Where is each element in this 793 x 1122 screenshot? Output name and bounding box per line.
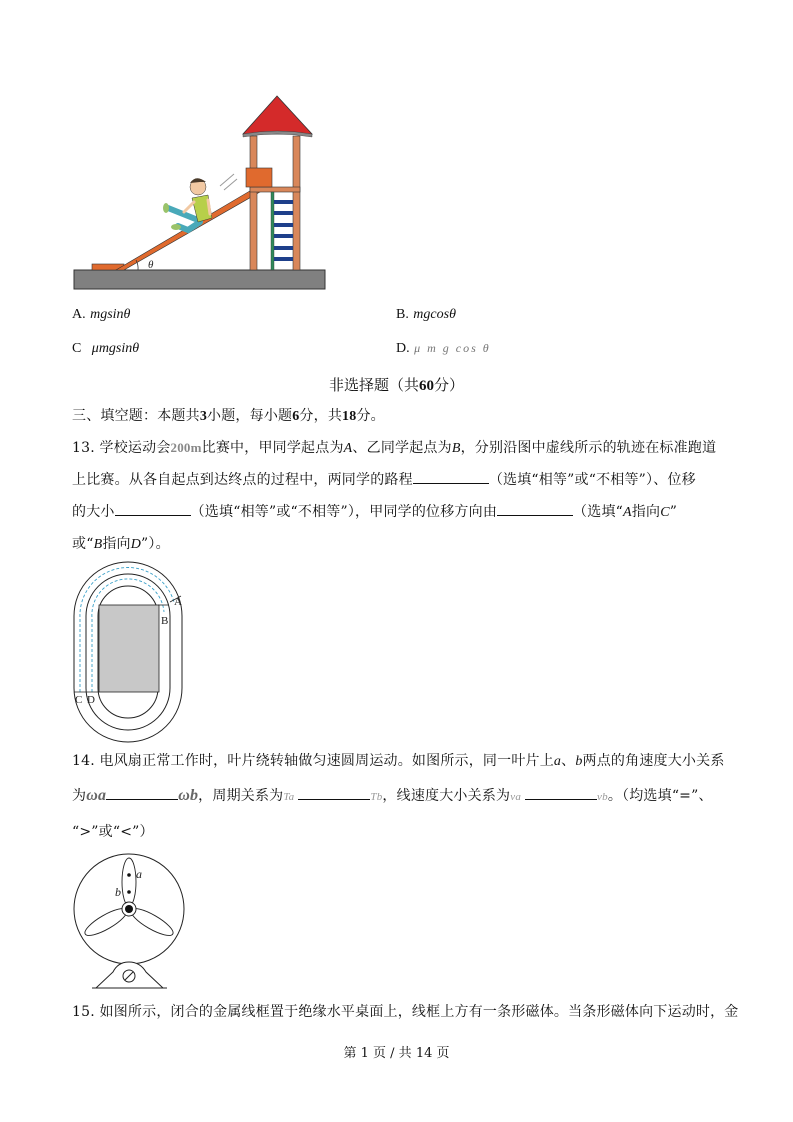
option-formula: μmgsinθ [91, 341, 140, 356]
option-a [72, 304, 130, 325]
text: 指向 [102, 536, 131, 552]
option-b [396, 304, 456, 325]
text: “>”或“<”） [72, 824, 154, 840]
text: 三、填空题：本题共 [72, 408, 200, 424]
running-track-illustration [70, 560, 190, 745]
q13-line-3 [72, 502, 677, 523]
label-d: D [87, 694, 95, 706]
text: ” [669, 504, 678, 520]
math-200m: 200m [170, 440, 202, 455]
point-c: C [660, 505, 670, 520]
slide-figure [60, 90, 340, 300]
text: 比赛中，甲同学起点为 [201, 440, 344, 456]
text: 、乙同学起点为 [352, 440, 452, 456]
text: ，周期关系为 [198, 788, 284, 804]
q13-line-1 [72, 438, 716, 459]
answer-blank[interactable] [106, 786, 178, 800]
text: ，线速度大小关系为 [382, 788, 511, 804]
point-b: B [451, 441, 461, 456]
section-three-heading [72, 406, 385, 427]
point-b: b [575, 754, 583, 769]
slide-illustration [60, 90, 340, 300]
text: 13. 学校运动会 [72, 440, 171, 456]
text: ”）。 [141, 536, 170, 552]
text: ，分别沿图中虚线所示的轨迹在标准跑道 [460, 440, 717, 456]
omega-b: ωb [178, 787, 199, 804]
option-label: B. [396, 307, 409, 322]
electric-fan-illustration [68, 852, 198, 994]
section-title-suffix: 分） [434, 376, 465, 394]
text: 15. 如图所示，闭合的金属线框置于绝缘水平桌面上，线框上方有一条形磁体。当条形磁体向下运动时，金 [72, 1004, 739, 1020]
q14-line-3 [72, 822, 154, 842]
number: 6 [292, 409, 300, 424]
option-formula: mgcosθ [413, 307, 456, 322]
section-title [0, 375, 793, 396]
period-a: Ta [283, 791, 295, 803]
option-c [72, 338, 139, 359]
text: 两点的角速度大小关系 [582, 753, 725, 769]
label-a: a [136, 867, 142, 881]
page-footer: 第 1 页 / 共 14 页 [343, 1046, 450, 1061]
q15-line-1 [72, 1002, 739, 1022]
section-title-points: 60 [419, 378, 434, 394]
q13-line-2 [72, 470, 696, 490]
fan-figure [68, 852, 198, 994]
boy-figure [163, 174, 237, 230]
track-figure [70, 560, 190, 745]
text: 小题，每小题 [207, 408, 293, 424]
q14-line-2 [72, 786, 713, 807]
number: 18 [342, 409, 357, 424]
period-b: Tb [370, 791, 383, 803]
text: 、 [561, 753, 576, 769]
q13-line-4 [72, 534, 170, 555]
option-formula: μ m g cos θ [414, 341, 491, 355]
answer-blank[interactable] [525, 786, 597, 800]
label-c: C [75, 694, 83, 706]
text: 为 [72, 788, 87, 804]
option-formula: mgsinθ [90, 307, 131, 322]
q14-line-1 [72, 751, 725, 772]
omega-a: ωa [86, 787, 107, 804]
label-b: b [115, 885, 121, 899]
label-b: B [161, 615, 169, 627]
point-a: a [553, 754, 562, 769]
answer-blank[interactable] [298, 786, 370, 800]
section-title-prefix: 非选择题（共 [328, 376, 419, 394]
text: （选填“相等”或“不相等”），甲同学的位移方向由 [190, 504, 498, 520]
text: 14. 电风扇正常工作时，叶片绕转轴做匀速圆周运动。如图所示，同一叶片上 [72, 753, 554, 769]
text: 上比赛。从各自起点到达终点的过程中，两同学的路程 [72, 472, 413, 488]
answer-blank[interactable] [497, 502, 573, 516]
text: 的大小 [72, 504, 115, 520]
number: 3 [199, 409, 208, 424]
point-d: D [130, 537, 142, 552]
point-a: A [343, 441, 353, 456]
velocity-b: vb [597, 791, 608, 803]
theta-label: θ [148, 259, 154, 271]
option-d [396, 338, 491, 359]
point-a: A [623, 505, 632, 520]
option-label: A. [72, 307, 86, 322]
label-a: A [174, 596, 182, 608]
text: （选填“ [573, 504, 624, 520]
option-label: C [72, 341, 82, 356]
answer-blank[interactable] [115, 502, 191, 516]
text: 分，共 [299, 408, 343, 424]
text: 分。 [356, 408, 385, 424]
point-b: B [93, 537, 103, 552]
velocity-a: va [510, 791, 522, 803]
option-label: D. [396, 341, 410, 356]
text: 指向 [631, 504, 661, 520]
text: 。（均选填“=”、 [607, 788, 713, 804]
text: 或“ [72, 536, 94, 552]
text: （选填“相等”或“不相等”）、位移 [488, 472, 696, 488]
answer-blank[interactable] [413, 470, 489, 484]
